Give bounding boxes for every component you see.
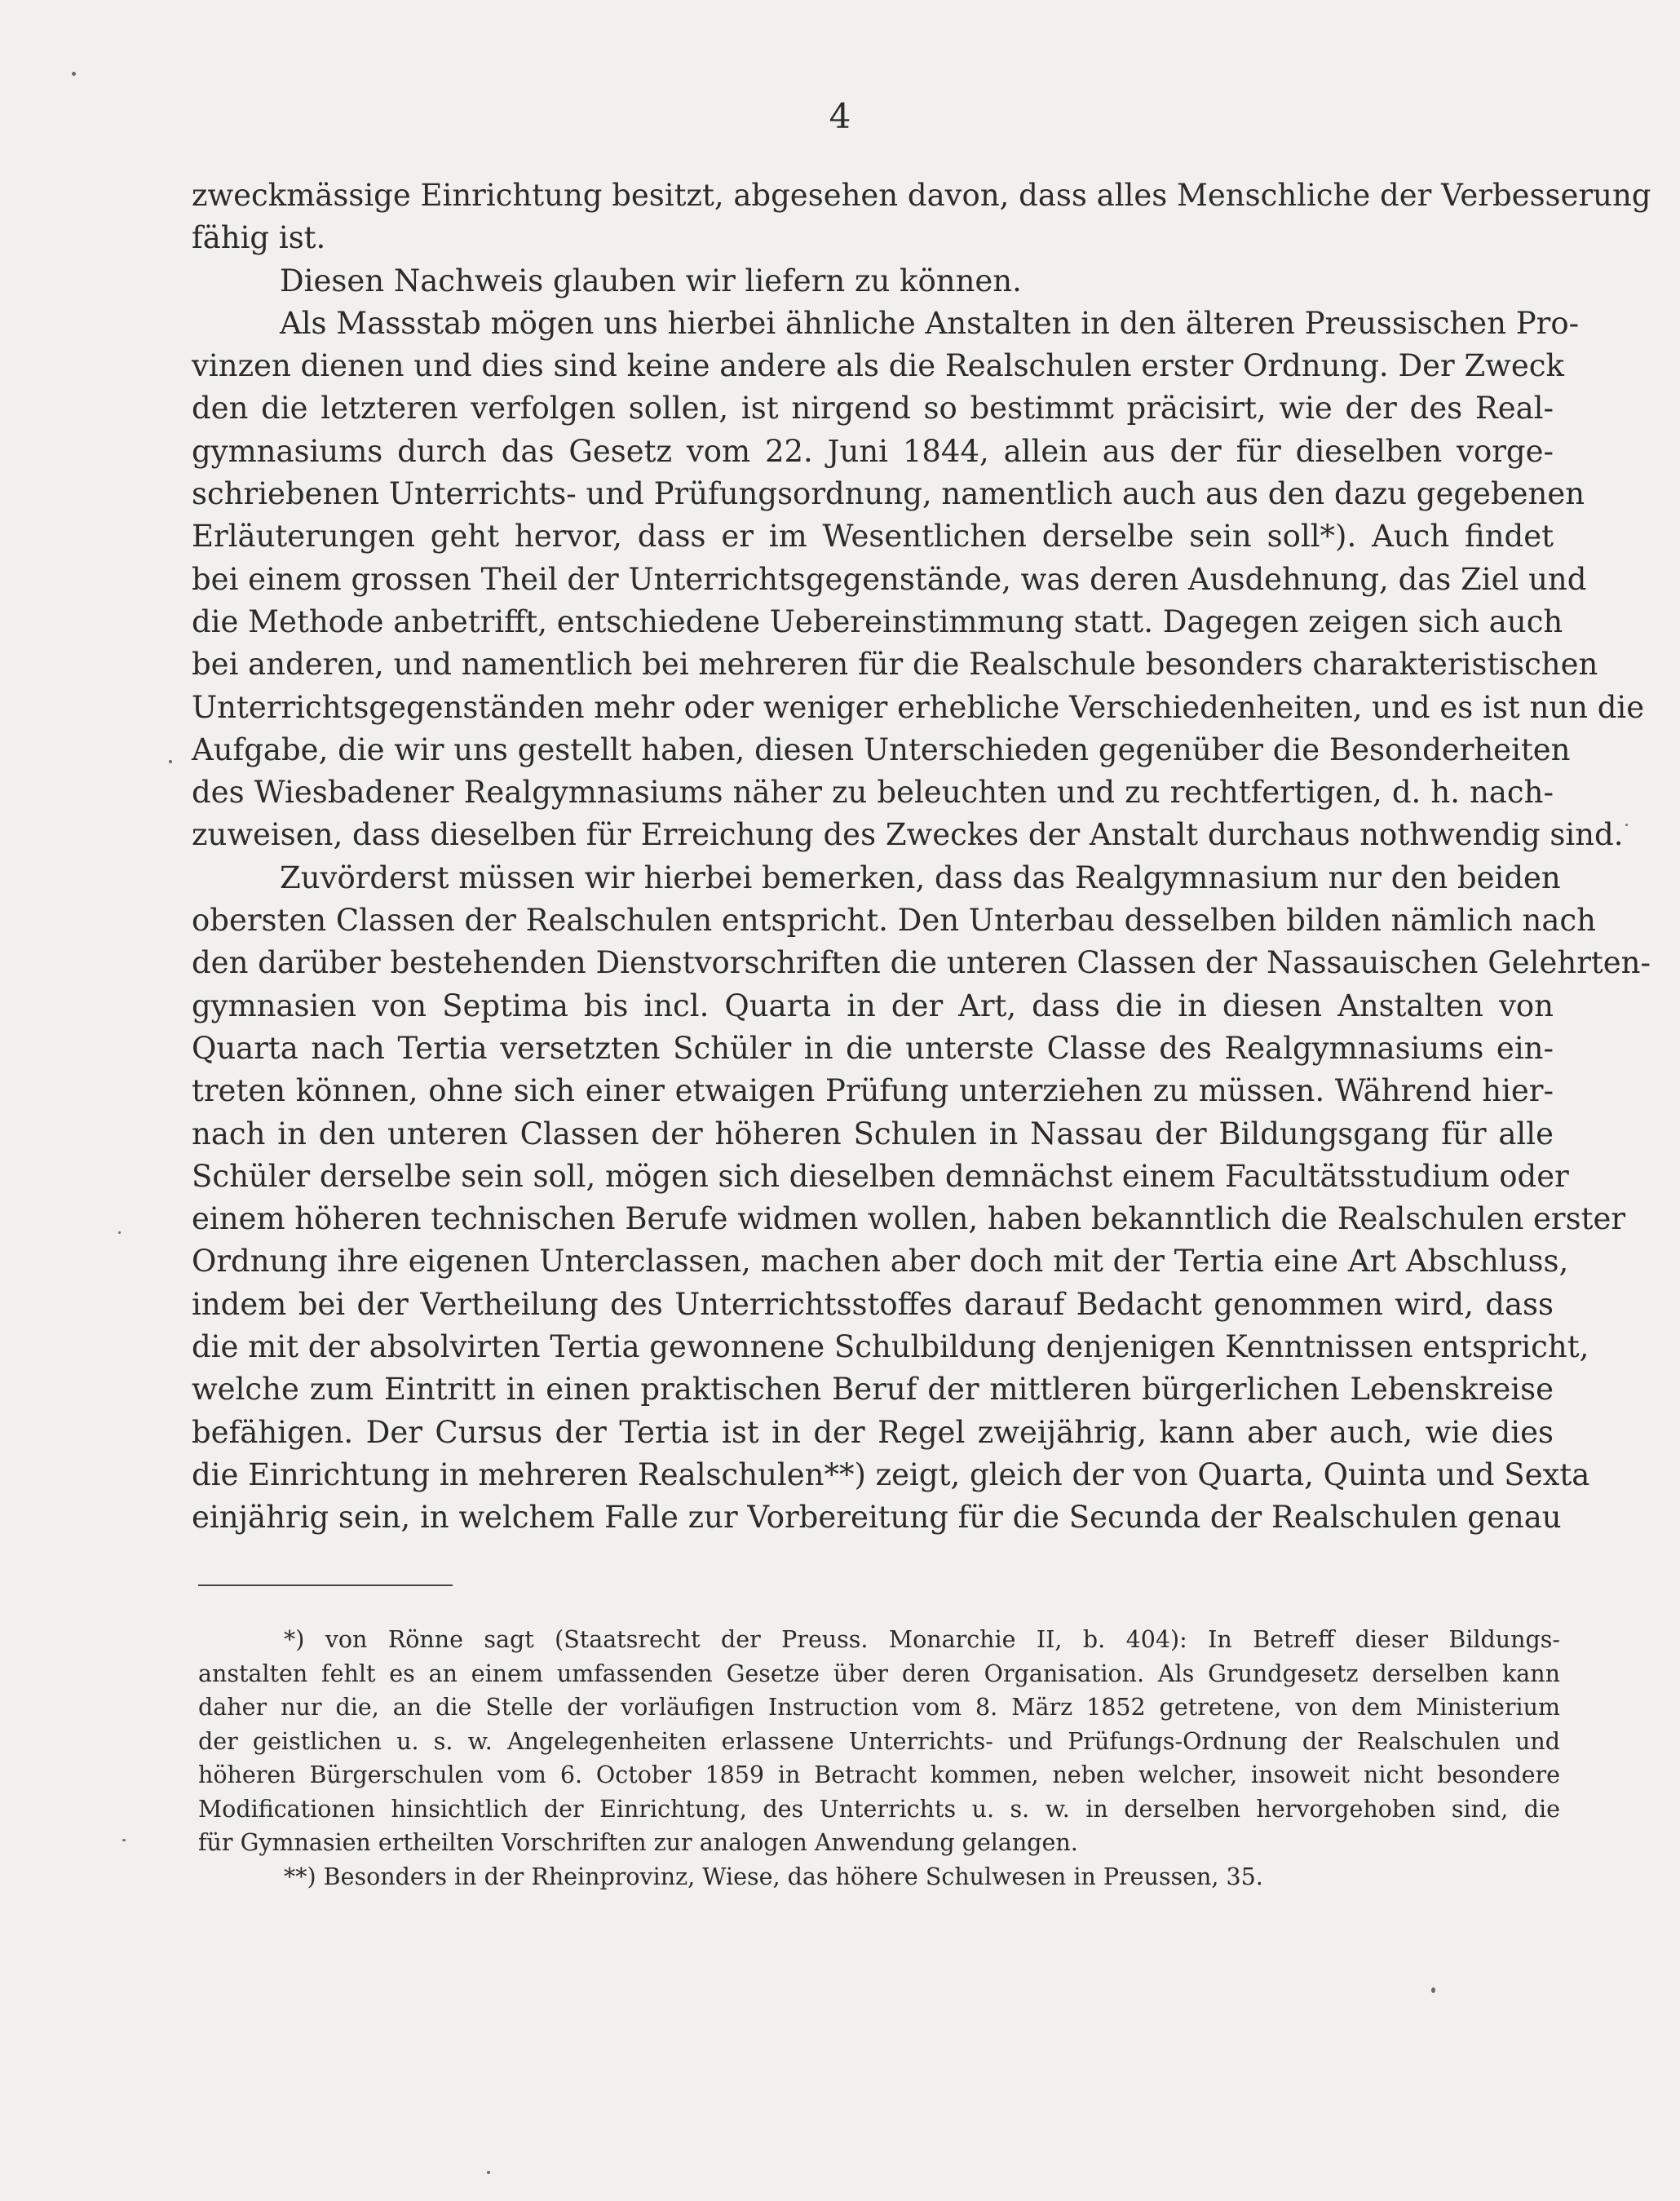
body-line: des Wiesbadener Realgymnasiums näher zu beleuchten und zu rechtfertigen, d. h. nach- <box>192 775 1554 811</box>
paper-speck <box>169 760 172 763</box>
body-line: die Einrichtung in mehreren Realschulen**) zeigt, gleich der von Quarta, Quinta und Sexta <box>192 1456 1590 1492</box>
paper-speck <box>122 1839 126 1841</box>
body-line: Aufgabe, die wir uns gestellt haben, diesen Unterschieden gegenüber die Besonderheiten <box>192 731 1571 767</box>
footnote-line: daher nur die, an die Stelle der vorläufigen Instruction vom 8. März 1852 getretene, von dem Ministerium <box>198 1694 1560 1721</box>
paper-speck <box>1625 824 1628 826</box>
footnote-line: *) von Rönne sagt (Staatsrecht der Preuss. Monarchie II, b. 404): In Betreff dieser Bildungs- <box>284 1626 1560 1653</box>
body-line: Zuvörderst müssen wir hierbei bemerken, dass das Realgymnasium nur den beiden <box>280 860 1561 895</box>
body-line: gymnasiums durch das Gesetz vom 22. Juni 1844, allein aus der für dieselben vorge- <box>192 433 1554 469</box>
body-line: treten können, ohne sich einer etwaigen Prüfung unterziehen zu müssen. Während hier- <box>192 1073 1554 1109</box>
body-line: vinzen dienen und dies sind keine andere als die Realschulen erster Ordnung. Der Zweck <box>192 348 1564 384</box>
body-line: Erläuterungen geht hervor, dass er im Wesentlichen derselbe sein soll*). Auch findet <box>192 519 1554 555</box>
body-line: indem bei der Vertheilung des Unterrichtsstoffes darauf Bedacht genommen wird, dass <box>192 1286 1554 1322</box>
body-line: die mit der absolvirten Tertia gewonnene Schulbildung denjenigen Kenntnissen entspricht, <box>192 1329 1589 1365</box>
body-line: fähig ist. <box>192 220 326 256</box>
footnote-line: höheren Bürgerschulen vom 6. October 1859 in Betracht kommen, neben welcher, insoweit nicht besondere <box>198 1761 1560 1788</box>
body-line: Als Massstab mögen uns hierbei ähnliche Anstalten in den älteren Preussischen Pro- <box>280 305 1580 341</box>
body-line: einem höheren technischen Berufe widmen wollen, haben bekanntlich die Realschulen erster <box>192 1201 1626 1237</box>
body-line: welche zum Eintritt in einen praktischen Beruf der mittleren bürgerlichen Lebenskreise <box>192 1372 1554 1408</box>
body-line: befähigen. Der Cursus der Tertia ist in der Regel zweijährig, kann aber auch, wie dies <box>192 1414 1554 1450</box>
footnote-line: Modificationen hinsichtlich der Einrichtung, des Unterrichts u. s. w. in derselben hervorgehoben sind, die <box>198 1795 1560 1823</box>
body-line: Schüler derselbe sein soll, mögen sich dieselben demnächst einem Facultätsstudium oder <box>192 1158 1569 1194</box>
body-line: schriebenen Unterrichts- und Prüfungsordnung, namentlich auch aus den dazu gegebenen <box>192 476 1585 512</box>
body-line: nach in den unteren Classen der höheren Schulen in Nassau der Bildungsgang für alle <box>192 1116 1554 1151</box>
body-line: Ordnung ihre eigenen Unterclassen, machen aber doch mit der Tertia eine Art Abschluss, <box>192 1244 1569 1279</box>
footnote-line: **) Besonders in der Rheinprovinz, Wiese, das höhere Schulwesen in Preussen, 35. <box>284 1863 1263 1890</box>
body-line: zuweisen, dass dieselben für Erreichung des Zweckes der Anstalt durchaus nothwendig sind. <box>192 817 1624 853</box>
paper-speck <box>72 72 76 76</box>
footnote-line: für Gymnasien ertheilten Vorschriften zur analogen Anwendung gelangen. <box>198 1829 1078 1856</box>
body-line: Quarta nach Tertia versetzten Schüler in die unterste Classe des Realgymnasiums ein- <box>192 1030 1554 1066</box>
body-line: obersten Classen der Realschulen entspricht. Den Unterbau desselben bilden nämlich nach <box>192 903 1596 939</box>
body-line: Diesen Nachweis glauben wir liefern zu können. <box>280 263 1022 298</box>
body-line: bei einem grossen Theil der Unterrichtsgegenstände, was deren Ausdehnung, das Ziel und <box>192 561 1587 597</box>
body-line: einjährig sein, in welchem Falle zur Vorbereitung für die Secunda der Realschulen genau <box>192 1500 1562 1536</box>
body-line: den die letzteren verfolgen sollen, ist nirgend so bestimmt präcisirt, wie der des Real- <box>192 391 1554 426</box>
footnote-divider <box>198 1584 453 1586</box>
body-line: gymnasien von Septima bis incl. Quarta in der Art, dass die in diesen Anstalten von <box>192 988 1554 1023</box>
footnote-line: der geistlichen u. s. w. Angelegenheiten erlassene Unterrichts- und Prüfungs-Ordnung der Realschulen und <box>198 1727 1560 1755</box>
body-line: die Methode anbetrifft, entschiedene Uebereinstimmung statt. Dagegen zeigen sich auch <box>192 603 1563 639</box>
body-line: zweckmässige Einrichtung besitzt, abgesehen davon, dass alles Menschliche der Verbesserung <box>192 178 1651 213</box>
body-text <box>192 175 1651 1540</box>
paper-speck <box>118 1231 121 1234</box>
body-line: Unterrichtsgegenständen mehr oder weniger erhebliche Verschiedenheiten, und es ist nun die <box>192 689 1645 725</box>
footnote-line: anstalten fehlt es an einem umfassenden Gesetze über deren Organisation. Als Grundgesetz derselben kann <box>198 1660 1560 1687</box>
footnotes <box>198 1623 1560 1894</box>
body-line: den darüber bestehenden Dienstvorschriften die unteren Classen der Nassauischen Gelehrten- <box>192 945 1651 981</box>
paper-speck <box>1431 1987 1435 1993</box>
paper-speck <box>487 2171 490 2174</box>
body-line: bei anderen, und namentlich bei mehreren für die Realschule besonders charakteristischen <box>192 647 1598 683</box>
page-number: 4 <box>829 96 851 136</box>
